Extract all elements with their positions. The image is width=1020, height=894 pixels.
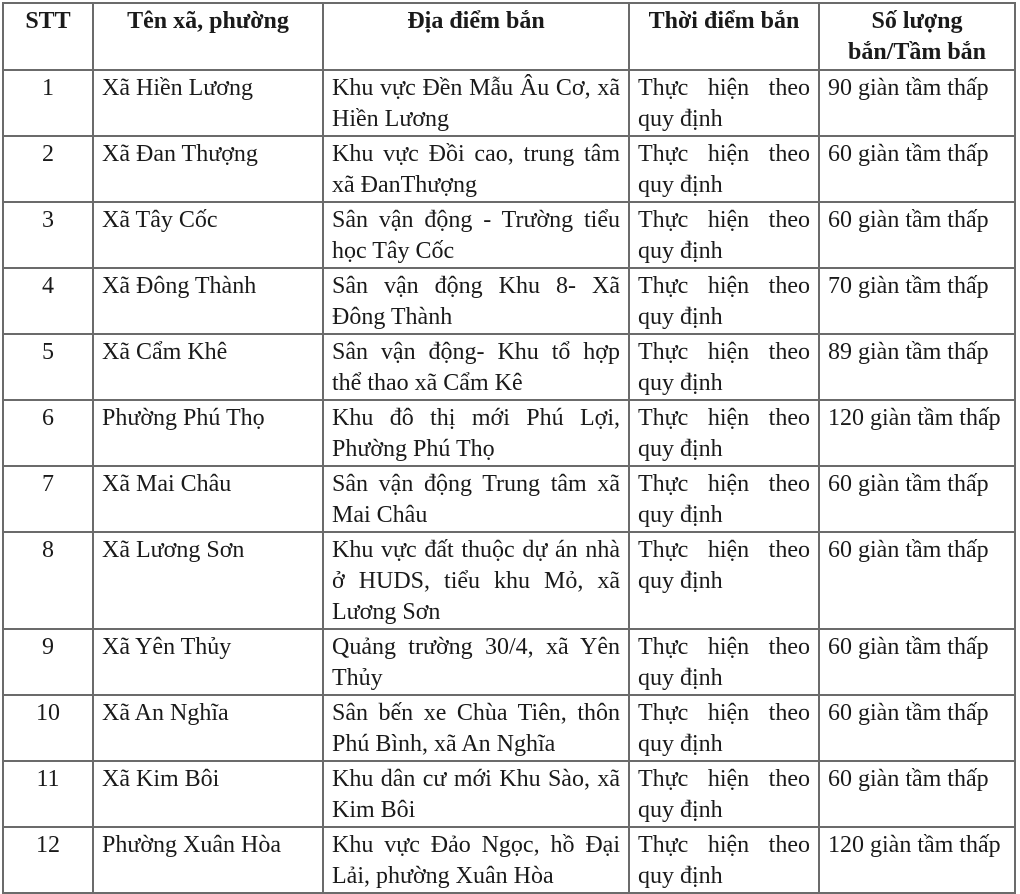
cell-location: Khu vực Đền Mẫu Âu Cơ, xã Hiền Lương	[323, 70, 629, 136]
header-stt: STT	[3, 3, 93, 70]
cell-stt: 3	[3, 202, 93, 268]
table-row	[3, 761, 1015, 827]
cell-time: Thực hiện theo quy định	[629, 532, 819, 629]
cell-time: Thực hiện theo quy định	[629, 400, 819, 466]
cell-time: Thực hiện theo quy định	[629, 827, 819, 893]
cell-name: Xã Mai Châu	[93, 466, 323, 532]
cell-location: Sân vận động Khu 8- Xã Đông Thành	[323, 268, 629, 334]
cell-stt: 5	[3, 334, 93, 400]
fireworks-locations-table	[2, 2, 1016, 894]
cell-quantity: 120 giàn tầm thấp	[819, 400, 1015, 466]
table-row	[3, 629, 1015, 695]
cell-location: Khu vực Đảo Ngọc, hồ Đại Lải, phường Xuân Hòa	[323, 827, 629, 893]
cell-quantity: 60 giàn tầm thấp	[819, 202, 1015, 268]
cell-name: Xã Đan Thượng	[93, 136, 323, 202]
cell-location: Sân bến xe Chùa Tiên, thôn Phú Bình, xã An Nghĩa	[323, 695, 629, 761]
cell-location: Khu đô thị mới Phú Lợi, Phường Phú Thọ	[323, 400, 629, 466]
cell-quantity: 60 giàn tầm thấp	[819, 532, 1015, 629]
cell-time: Thực hiện theo quy định	[629, 761, 819, 827]
cell-time: Thực hiện theo quy định	[629, 268, 819, 334]
cell-name: Xã Kim Bôi	[93, 761, 323, 827]
header-quantity: Số lượng bắn/Tầm bắn	[819, 3, 1015, 70]
cell-time: Thực hiện theo quy định	[629, 202, 819, 268]
cell-stt: 11	[3, 761, 93, 827]
cell-time: Thực hiện theo quy định	[629, 136, 819, 202]
cell-quantity: 70 giàn tầm thấp	[819, 268, 1015, 334]
cell-quantity: 60 giàn tầm thấp	[819, 629, 1015, 695]
table-row	[3, 202, 1015, 268]
table-row	[3, 532, 1015, 629]
cell-location: Sân vận động- Khu tổ hợp thể thao xã Cẩm Kê	[323, 334, 629, 400]
cell-stt: 12	[3, 827, 93, 893]
cell-location: Sân vận động Trung tâm xã Mai Châu	[323, 466, 629, 532]
cell-quantity: 89 giàn tầm thấp	[819, 334, 1015, 400]
cell-name: Xã Lương Sơn	[93, 532, 323, 629]
table-row	[3, 334, 1015, 400]
cell-stt: 2	[3, 136, 93, 202]
cell-quantity: 120 giàn tầm thấp	[819, 827, 1015, 893]
table-row	[3, 695, 1015, 761]
cell-location: Sân vận động - Trường tiểu học Tây Cốc	[323, 202, 629, 268]
table-row	[3, 70, 1015, 136]
cell-name: Xã Tây Cốc	[93, 202, 323, 268]
cell-name: Phường Xuân Hòa	[93, 827, 323, 893]
cell-stt: 10	[3, 695, 93, 761]
cell-stt: 8	[3, 532, 93, 629]
cell-stt: 4	[3, 268, 93, 334]
cell-name: Xã Yên Thủy	[93, 629, 323, 695]
cell-stt: 6	[3, 400, 93, 466]
table-row	[3, 400, 1015, 466]
cell-location: Khu dân cư mới Khu Sào, xã Kim Bôi	[323, 761, 629, 827]
cell-quantity: 60 giàn tầm thấp	[819, 761, 1015, 827]
table-row	[3, 827, 1015, 893]
header-commune-name: Tên xã, phường	[93, 3, 323, 70]
cell-time: Thực hiện theo quy định	[629, 334, 819, 400]
cell-time: Thực hiện theo quy định	[629, 629, 819, 695]
cell-name: Xã Cẩm Khê	[93, 334, 323, 400]
cell-location: Khu vực Đồi cao, trung tâm xã ĐanThượng	[323, 136, 629, 202]
cell-quantity: 60 giàn tầm thấp	[819, 466, 1015, 532]
table-row	[3, 466, 1015, 532]
cell-name: Xã Đông Thành	[93, 268, 323, 334]
cell-name: Xã An Nghĩa	[93, 695, 323, 761]
cell-stt: 7	[3, 466, 93, 532]
table-row	[3, 268, 1015, 334]
cell-time: Thực hiện theo quy định	[629, 70, 819, 136]
cell-quantity: 90 giàn tầm thấp	[819, 70, 1015, 136]
cell-name: Phường Phú Thọ	[93, 400, 323, 466]
table-row	[3, 136, 1015, 202]
cell-time: Thực hiện theo quy định	[629, 695, 819, 761]
cell-quantity: 60 giàn tầm thấp	[819, 136, 1015, 202]
cell-stt: 9	[3, 629, 93, 695]
cell-quantity: 60 giàn tầm thấp	[819, 695, 1015, 761]
cell-location: Khu vực đất thuộc dự án nhà ở HUDS, tiểu khu Mỏ, xã Lương Sơn	[323, 532, 629, 629]
table-header-row	[3, 3, 1015, 70]
cell-stt: 1	[3, 70, 93, 136]
header-time: Thời điểm bắn	[629, 3, 819, 70]
cell-name: Xã Hiền Lương	[93, 70, 323, 136]
cell-time: Thực hiện theo quy định	[629, 466, 819, 532]
header-location: Địa điểm bắn	[323, 3, 629, 70]
cell-location: Quảng trường 30/4, xã Yên Thủy	[323, 629, 629, 695]
